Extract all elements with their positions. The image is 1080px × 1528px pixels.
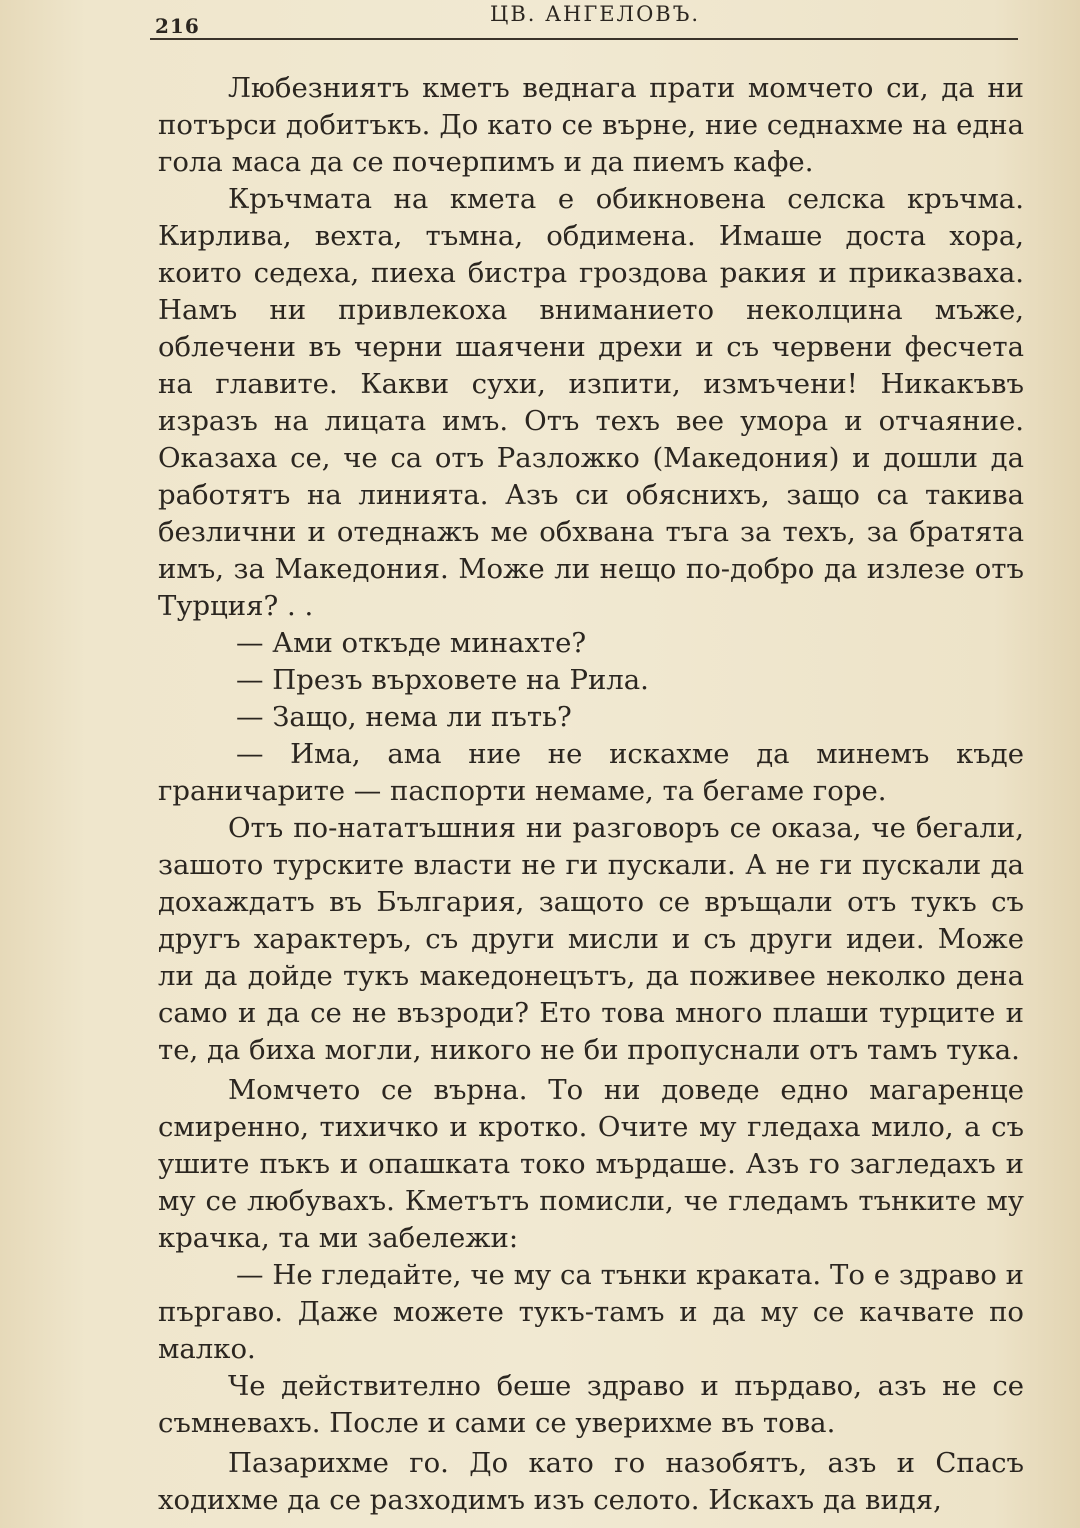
paragraph: Момчето се върна. То ни доведе едно магаренце смиренно, тихичко и кротко. Очите му гледаха мило, а съ ушите пъкъ и опашката токо мърдаше. Азъ го загледахъ и му се любувахъ. Кметътъ помисли, че гледамъ тънките му крачка, та ми забележи: [158,1074,1024,1254]
body-text [158,70,1024,1519]
paragraph: Отъ по-нататъшния ни разговоръ се оказа, че бегали, зашото турските власти не ги пускали. А не ги пускали да дохаждатъ въ България, защото се връщали отъ тукъ съ другъ характеръ, съ други мисли и съ други идеи. Може ли да дойде тукъ македонецътъ, да поживее неколко дена само и да се не възроди? Ето това много плаши турците и те, да биха могли, никого не би пропуснали отъ тамъ тука. [158,812,1024,1066]
page-number: 216 [155,14,200,38]
paragraph: Че действително беше здраво и пърдаво, азъ не се съмневахъ. После и сами се уверихме въ това. [158,1370,1024,1439]
dialogue-line: — Презъ върховете на Рила. [236,664,649,696]
dialogue-line: — Има, ама ние не искахме да минемъ къде граничарите — паспорти немаме, та бегаме горе. [158,738,1024,807]
dialogue-line: — Ами откъде минахте? [236,627,587,659]
page-header [150,0,1020,36]
running-head-author: ЦВ. АНГЕЛОВЪ. [490,2,701,26]
dialogue-line: — Защо, нема ли пъть? [236,701,572,733]
paragraph: Пазарихме го. До като го назобятъ, азъ и Спасъ ходихме да се разходимъ изъ селото. Искахъ да видя, [158,1447,1024,1516]
header-rule [150,38,1018,40]
paragraph: Любезниятъ кметъ веднага прати момчето си, да ни потърси добитъкъ. До като се върне, ние седнахме на една гола маса да се почерпимъ и да пиемъ кафе. [158,72,1024,178]
dialogue-line: — Не гледайте, че му са тънки краката. То е здраво и пъргаво. Даже можете тукъ-тамъ и да му се качвате по малко. [158,1259,1024,1365]
paragraph: Кръчмата на кмета е обикновена селска кръчма. Кирлива, вехта, тъмна, обдимена. Имаше доста хора, които седеха, пиеха бистра гроздова ракия и приказваха. Намъ ни привлекоха вниманието неколцина мъже, облечени въ черни шаячени дрехи и съ червени фесчета на главите. Какви сухи, изпити, измъчени! Никакъвъ изразъ на лицата имъ. Отъ техъ вее умора и отчаяние. Оказаха се, че са отъ Разложко (Македония) и дошли да работятъ на линията. Азъ си обяснихъ, защо са такива безлични и отеднажъ ме обхвана тъга за техъ, за братята имъ, за Македония. Може ли нещо по-добро да излезе отъ Турция? . . [158,183,1024,622]
